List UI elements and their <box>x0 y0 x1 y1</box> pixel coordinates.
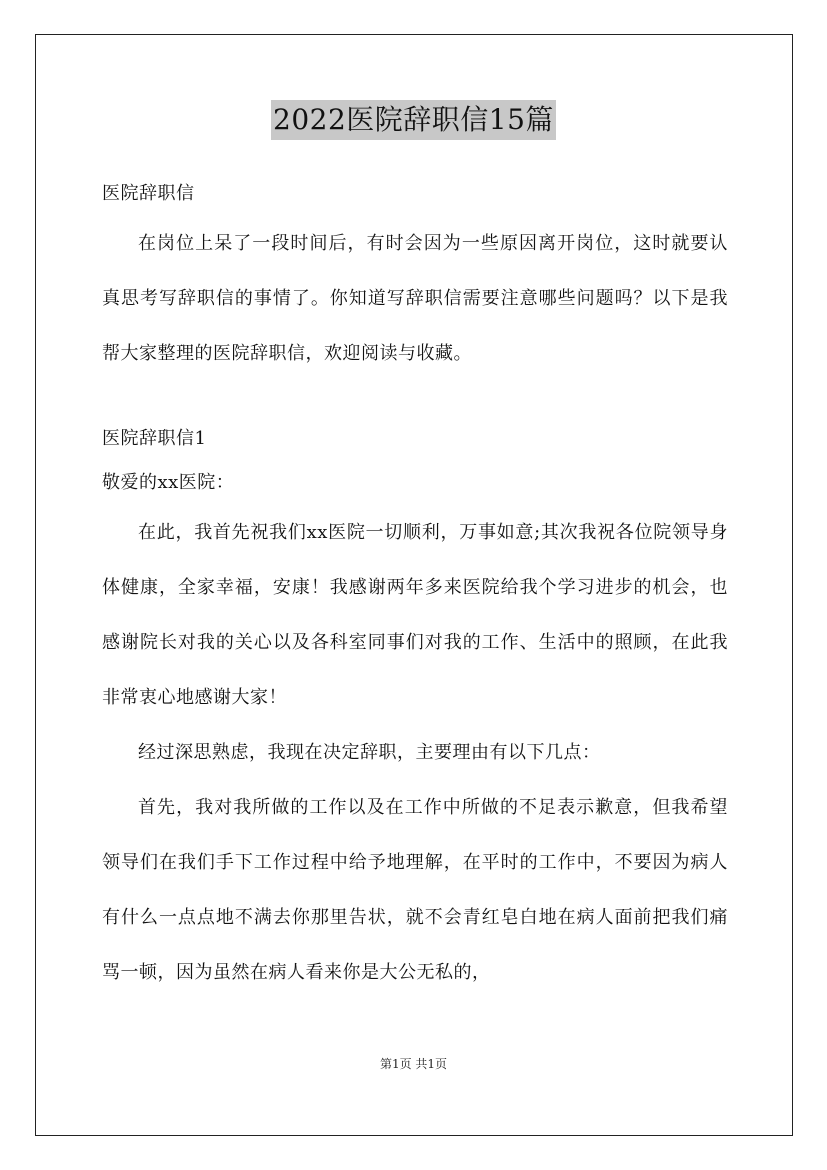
page-footer: 第1页 共1页 <box>379 1057 448 1071</box>
intro-heading: 医院辞职信 <box>102 183 195 204</box>
letter-heading: 医院辞职信1 <box>102 428 207 449</box>
salutation: 敬爱的xx医院： <box>102 472 235 493</box>
body-paragraph-2: 经过深思熟虑，我现在决定辞职，主要理由有以下几点： <box>138 742 601 763</box>
title-container <box>0 100 827 140</box>
document-title: 2022医院辞职信15篇 <box>271 100 556 140</box>
document-body <box>102 172 728 1000</box>
body-paragraph-1: 在此，我首先祝我们xx医院一切顺利，万事如意;其次我祝各位院领导身体健康，全家幸福，安康！我感谢两年多来医院给我个学习进步的机会，也感谢院长对我的关心以及各科室同事们对我的工作、生活中的照顾，在此我非常衷心地感谢大家！ <box>102 522 728 708</box>
section-gap <box>102 381 728 417</box>
body-paragraph-3: 首先，我对我所做的工作以及在工作中所做的不足表示歉意，但我希望领导们在我们手下工作过程中给予地理解，在平时的工作中，不要因为病人有什么一点点地不满去你那里告状，就不会青红皂白地在病人面前把我们痛骂一顿，因为虽然在病人看来你是大公无私的， <box>102 797 728 983</box>
intro-paragraph: 在岗位上呆了一段时间后，有时会因为一些原因离开岗位，这时就要认真思考写辞职信的事情了。你知道写辞职信需要注意哪些问题吗？以下是我帮大家整理的医院辞职信，欢迎阅读与收藏。 <box>102 233 728 364</box>
